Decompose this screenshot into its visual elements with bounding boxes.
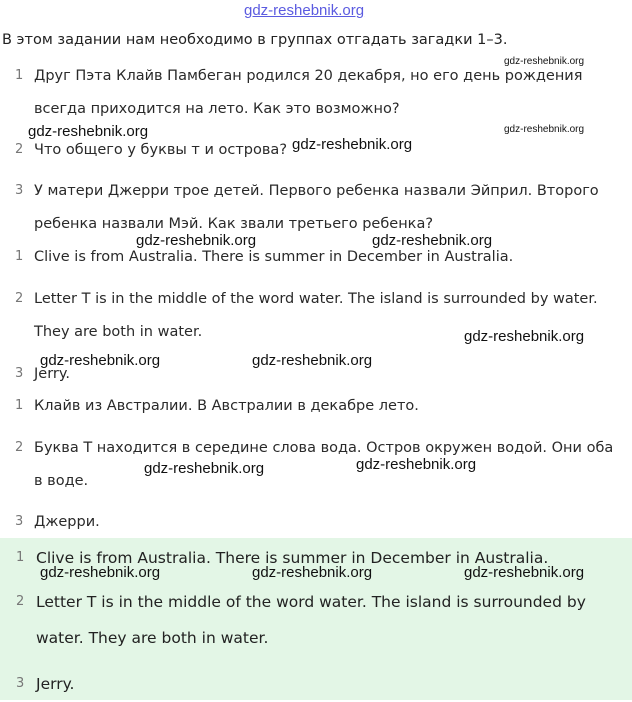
item-number: 2 xyxy=(15,440,24,455)
watermark: gdz-reshebnik.org xyxy=(372,232,493,249)
item-number: 2 xyxy=(15,142,24,157)
watermark: gdz-reshebnik.org xyxy=(144,460,265,477)
watermark: gdz-reshebnik.org xyxy=(252,352,373,369)
watermark: gdz-reshebnik.org xyxy=(356,456,477,473)
item-text: Letter T is in the middle of the word water. The island is surrounded by water. They are both in water. xyxy=(36,593,586,647)
item-number: 1 xyxy=(16,550,25,565)
item-text: Letter T is in the middle of the word water. The island is surrounded by water. They are both in water. xyxy=(34,291,598,340)
item-text: Clive is from Australia. There is summer in December in Australia. xyxy=(36,549,549,567)
item-number: 1 xyxy=(15,68,24,83)
item-number: 3 xyxy=(16,676,25,691)
item-number: 3 xyxy=(15,366,24,381)
task-intro: В этом задании нам необходимо в группах отгадать загадки 1–3. xyxy=(2,32,508,48)
watermark: gdz-reshebnik.org xyxy=(40,564,161,581)
highlighted-answers xyxy=(0,538,632,700)
item-text: Что общего у буквы т и острова? xyxy=(34,142,288,158)
item-number: 1 xyxy=(15,249,24,264)
watermark: gdz-reshebnik.org xyxy=(504,56,585,67)
watermark: gdz-reshebnik.org xyxy=(40,352,161,369)
item-text: Джерри. xyxy=(34,514,100,530)
watermark: gdz-reshebnik.org xyxy=(292,136,413,153)
item-number: 3 xyxy=(15,183,24,198)
watermark: gdz-reshebnik.org xyxy=(464,564,585,581)
watermark: gdz-reshebnik.org xyxy=(28,123,149,140)
site-watermark-link[interactable]: gdz-reshebnik.org xyxy=(244,2,365,19)
item-number: 3 xyxy=(15,514,24,529)
item-number: 1 xyxy=(15,398,24,413)
item-text: Jerry. xyxy=(34,366,70,382)
watermark: gdz-reshebnik.org xyxy=(252,564,373,581)
item-text: Jerry. xyxy=(36,675,75,693)
item-text: Друг Пэта Клайв Памбеган родился 20 декабря, но его день рождения всегда приходится на лето. Как это возможно? xyxy=(34,68,583,117)
item-text: Буква Т находится в середине слова вода. Остров окружен водой. Они оба в воде. xyxy=(34,440,614,489)
watermark: gdz-reshebnik.org xyxy=(464,328,585,345)
watermark: gdz-reshebnik.org xyxy=(136,232,257,249)
item-number: 2 xyxy=(16,594,25,609)
item-number: 2 xyxy=(15,291,24,306)
item-text: Клайв из Австралии. В Австралии в декабре лето. xyxy=(34,398,419,414)
watermark: gdz-reshebnik.org xyxy=(504,124,585,135)
item-text: Clive is from Australia. There is summer in December in Australia. xyxy=(34,249,514,265)
item-text: У матери Джерри трое детей. Первого ребенка назвали Эйприл. Второго ребенка назвали Мэй. Как звали третьего ребенка? xyxy=(34,183,599,232)
